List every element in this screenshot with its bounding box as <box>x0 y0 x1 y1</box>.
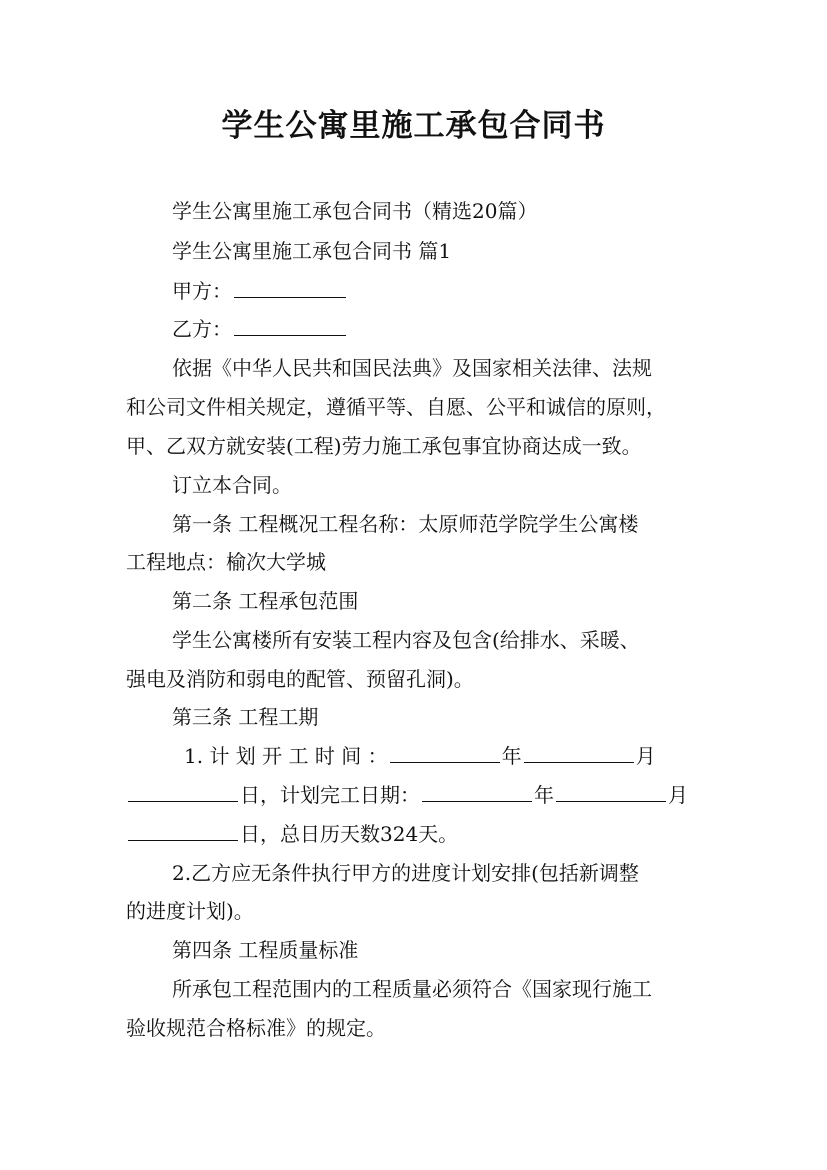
paragraph-line: 验收规范合格标准》的规定。 <box>126 1016 386 1040</box>
section-heading: 学生公寓里施工承包合同书 篇1 <box>172 239 452 263</box>
party-b-label: 乙方： <box>172 317 232 341</box>
year-label: 年 <box>534 783 554 807</box>
party-a-blank <box>234 277 346 298</box>
article-heading: 第一条 工程概况工程名称：太原师范学院学生公寓楼 <box>172 512 639 536</box>
schedule-start-line <box>184 741 764 771</box>
end-year-blank <box>422 781 532 802</box>
start-day-blank <box>128 781 238 802</box>
paragraph-line: 的进度计划)。 <box>126 899 254 923</box>
paragraph-line: 所承包工程范围内的工程质量必须符合《国家现行施工 <box>172 977 652 1001</box>
month-label: 月 <box>668 783 688 807</box>
end-day-blank <box>128 820 238 841</box>
party-b-line <box>172 314 752 344</box>
paragraph-line: 学生公寓楼所有安装工程内容及包含(给排水、采暖、 <box>172 628 640 652</box>
end-month-blank <box>556 781 666 802</box>
subtitle-line: 学生公寓里施工承包合同书（精选20篇） <box>172 199 538 223</box>
party-a-line <box>172 276 752 306</box>
article-heading: 第三条 工程工期 <box>172 705 319 729</box>
schedule-start-label: 1. 计 划 开 工 时 间 ： <box>184 744 388 768</box>
paragraph-line: 订立本合同。 <box>172 473 292 497</box>
schedule-end-line <box>126 780 706 810</box>
end-date-label: 日，计划完工日期： <box>240 783 420 807</box>
document-title: 学生公寓里施工承包合同书 <box>221 108 606 144</box>
total-days-label: 日，总日历天数324天。 <box>240 822 459 846</box>
month-label: 月 <box>635 744 656 768</box>
party-a-label: 甲方： <box>172 279 232 303</box>
party-b-blank <box>234 315 346 336</box>
start-month-blank <box>524 742 634 763</box>
paragraph-line: 依据《中华人民共和国民法典》及国家相关法律、法规 <box>172 356 652 380</box>
start-year-blank <box>390 742 500 763</box>
paragraph-line: 甲、乙双方就安装(工程)劳力施工承包事宜协商达成一致。 <box>126 434 642 458</box>
paragraph-line: 2.乙方应无条件执行甲方的进度计划安排(包括新调整 <box>172 861 639 885</box>
article-heading: 第二条 工程承包范围 <box>172 589 359 613</box>
paragraph-line: 强电及消防和弱电的配管、预留孔洞)。 <box>126 667 474 691</box>
article-heading: 第四条 工程质量标准 <box>172 938 359 962</box>
paragraph-line: 和公司文件相关规定，遵循平等、自愿、公平和诚信的原则， <box>126 395 666 419</box>
year-label: 年 <box>501 744 522 768</box>
paragraph-line: 工程地点：榆次大学城 <box>126 550 326 574</box>
schedule-total-line <box>126 819 706 849</box>
